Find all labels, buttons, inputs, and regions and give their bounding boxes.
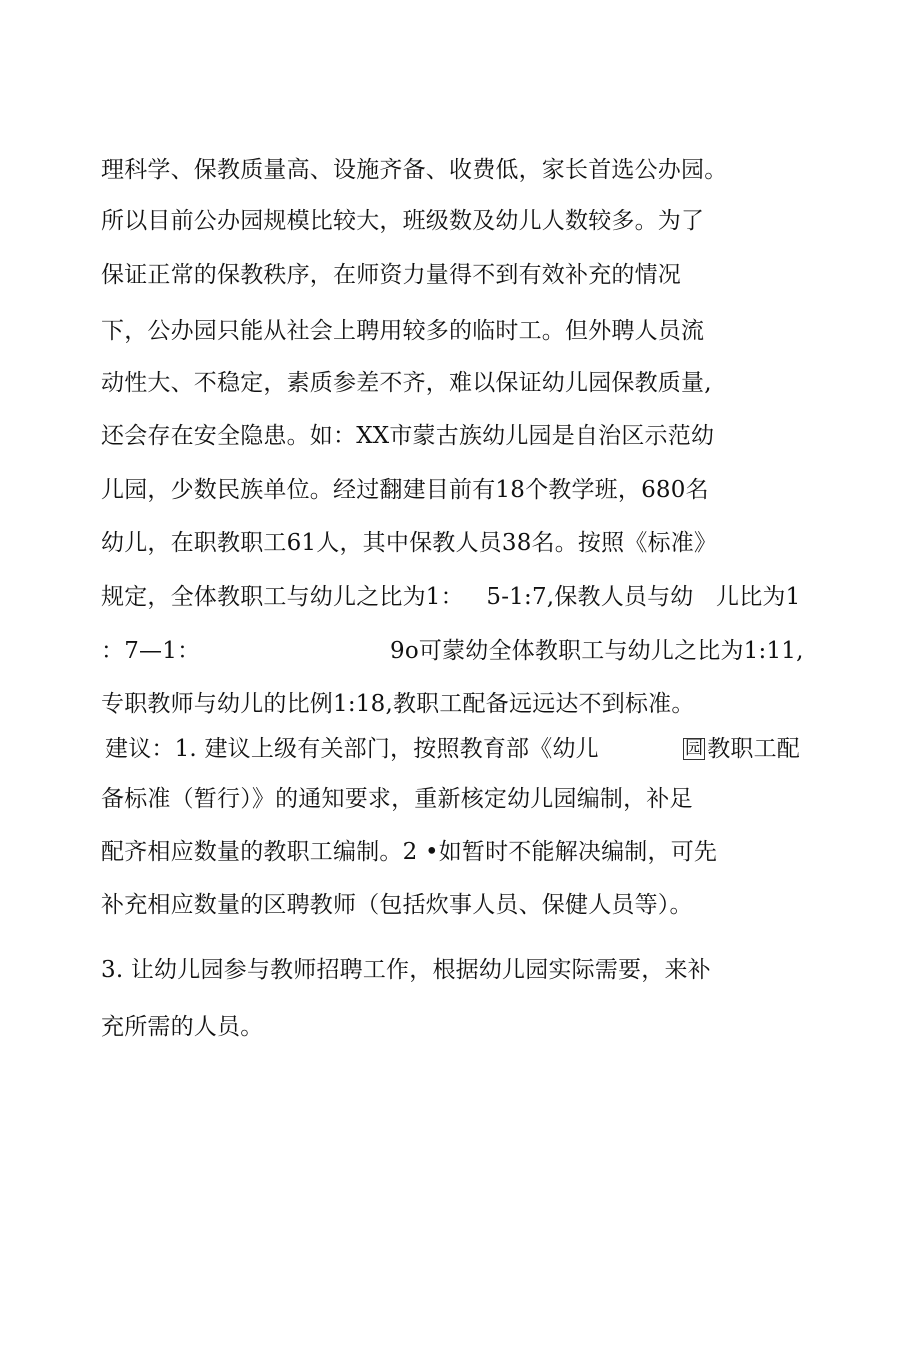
text-line-5: 动性大、不稳定，素质参差不齐，难以保证幼儿园保教质量, [101,370,712,396]
boxed-char: 园 [685,738,704,759]
text-line-6: 还会存在安全隐患。如：XX市蒙古族幼儿园是自治区示范幼 [101,423,715,449]
text-line-8: 幼儿，在职教职工61人，其中保教人员38名。按照《标准》 [101,530,718,556]
text-line-10a: ：7—1： [101,638,201,664]
text-line-7: 儿园，少数民族单位。经过翻建目前有18个教学班，680名 [101,477,709,503]
text-line-4: 下，公办园只能从社会上聘用较多的临时工。但外聘人员流 [101,318,705,344]
text-line-12b [683,734,800,764]
text-line-12a: 建议：1. 建议上级有关部门，按照教育部《幼儿 [105,736,599,762]
text-line-12b-text: 教职工配 [707,736,801,762]
text-line-1: 理科学、保教质量高、设施齐备、收费低，家长首选公办园。 [101,157,728,183]
text-line-9: 规定，全体教职工与幼儿之比为1： 5-1:7,保教人员与幼 儿比为1 [101,584,801,610]
text-line-13: 备标准（暂行）》的通知要求，重新核定幼儿园编制，补足 [101,786,693,812]
text-line-15: 补充相应数量的区聘教师（包括炊事人员、保健人员等）。 [101,892,693,918]
text-line-14: 配齐相应数量的教职工编制。2 •如暂时不能解决编制，可先 [101,839,718,865]
text-line-16: 3. 让幼儿园参与教师招聘工作，根据幼儿园实际需要，来补 [101,957,711,983]
text-line-3: 保证正常的保教秩序，在师资力量得不到有效补充的情况 [101,262,681,288]
text-line-2: 所以目前公办园规模比较大，班级数及幼儿人数较多。为了 [101,208,705,234]
text-line-17: 充所需的人员。 [101,1014,264,1040]
text-line-11: 专职教师与幼儿的比例1:18,教职工配备远远达不到标准。 [101,691,695,717]
text-line-10b: 9o可蒙幼全体教职工与幼儿之比为1:11, [390,638,804,664]
